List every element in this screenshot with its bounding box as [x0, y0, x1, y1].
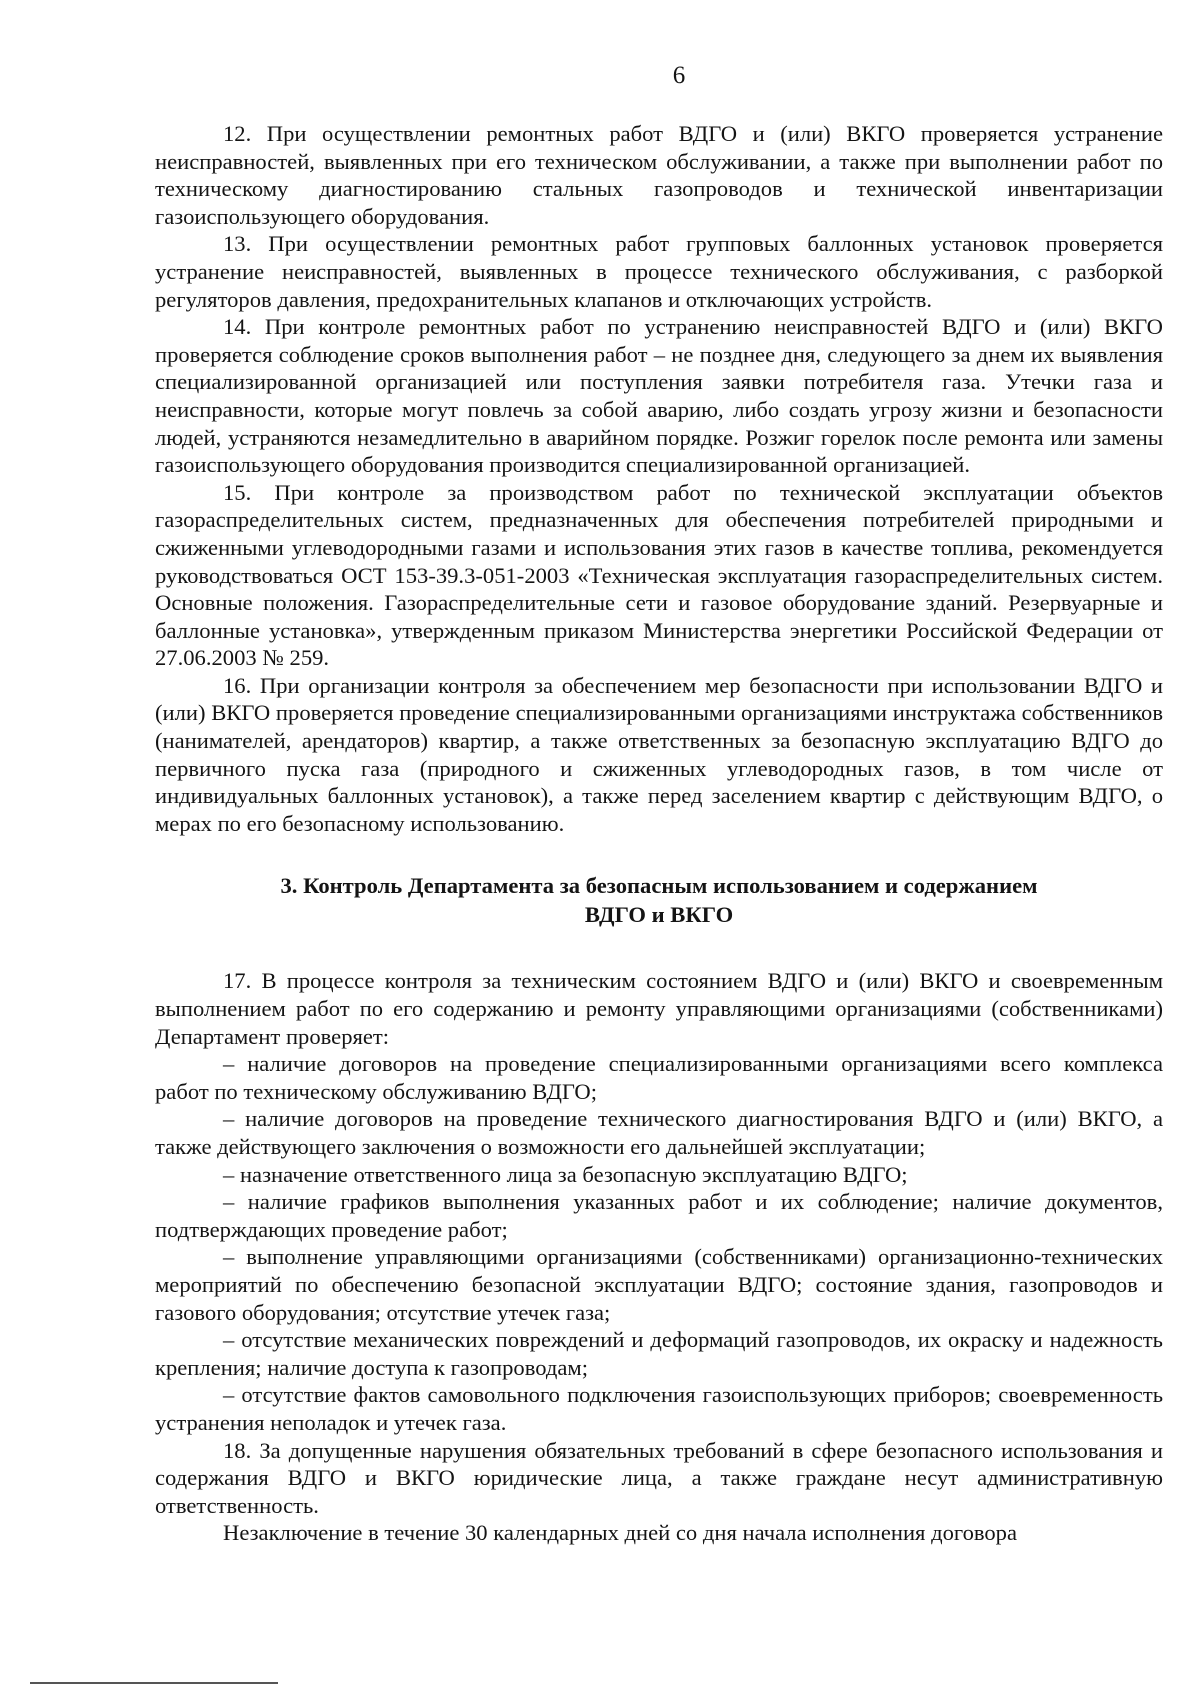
- paragraph-13: 13. При осуществлении ремонтных работ групповых баллонных установок проверяется устранение неисправностей, выявленных в процессе технического обслуживания, с разборкой регуляторов давления, предохранительных клапанов и отключающих устройств.: [155, 231, 1163, 312]
- list-item-contracts-diagnostics: – наличие договоров на проведение технического диагностирования ВДГО и (или) ВКГО, а также действующего заключения о возможности его дальнейшей эксплуатации;: [155, 1106, 1163, 1159]
- list-item-responsible-person: – назначение ответственного лица за безопасную эксплуатацию ВДГО;: [223, 1161, 908, 1187]
- list-item-no-damage: – отсутствие механических повреждений и деформаций газопроводов, их окраску и надежность крепления; наличие доступа к газопроводам;: [155, 1327, 1163, 1380]
- paragraph-17: 17. В процессе контроля за техническим состоянием ВДГО и (или) ВКГО и своевременным выполнением работ по его содержанию и ремонту управляющими организациями (собственниками) Департамент проверяет:: [155, 968, 1163, 1049]
- paragraph-15: 15. При контроле за производством работ по технической эксплуатации объектов газораспределительных систем, предназначенных для обеспечения потребителей природными и сжиженными углеводородными газами и использования этих газов в качестве топлива, рекомендуется руководствоваться ОСТ 153-39.3-051-2003 «Техническая эксплуатация газораспределительных систем. Основные положения. Газораспределительные сети и газовое оборудование зданий. Резервуарные и баллонные установка», утвержденным приказом Министерства энергетики Российской Федерации от 27.06.2003 № 259.: [155, 479, 1163, 671]
- paragraph-18: 18. За допущенные нарушения обязательных требований в сфере безопасного использования и содержания ВДГО и ВКГО юридические лица, а также граждане несут административную ответственность.: [155, 1437, 1163, 1518]
- section-title-line2: ВДГО и ВКГО: [584, 902, 734, 928]
- page-number: 6: [672, 62, 686, 89]
- section-title-line1: 3. Контроль Департамента за безопасным использованием и содержанием: [280, 873, 1038, 899]
- paragraph-non-conclusion: Незаключение в течение 30 календарных дней со дня начала исполнения договора: [223, 1520, 1018, 1546]
- section-title: [155, 871, 1163, 929]
- list-item-schedules: – наличие графиков выполнения указанных работ и их соблюдение; наличие документов, подтверждающих проведение работ;: [155, 1189, 1163, 1242]
- bottom-rule: [30, 1682, 278, 1684]
- paragraph-16: 16. При организации контроля за обеспечением мер безопасности при использовании ВДГО и (или) ВКГО проверяется проведение специализированными организациями инструктажа собственников (нанимателей, арендаторов) квартир, а также ответственных за безопасную эксплуатацию ВДГО до первичного пуска газа (природного и сжиженных углеводородных газов, в том числе от индивидуальных баллонных установок), а также перед заселением квартир с действующим ВДГО, о мерах по его безопасному использованию.: [155, 672, 1163, 836]
- document-page: [155, 62, 1163, 1547]
- paragraph-14: 14. При контроле ремонтных работ по устранению неисправностей ВДГО и (или) ВКГО проверяется соблюдение сроков выполнения работ – не позднее дня, следующего за днем их выявления специализированной организацией или поступления заявки потребителя газа. Утечки газа и неисправности, которые могут повлечь за собой аварию, либо создать угрозу жизни и безопасности людей, устраняются незамедлительно в аварийном порядке. Розжиг горелок после ремонта или замены газоиспользующего оборудования производится специализированной организацией.: [155, 314, 1163, 478]
- list-item-organizational-measures: – выполнение управляющими организациями (собственниками) организационно-технических мероприятий по обеспечению безопасной эксплуатации ВДГО; состояние здания, газопроводов и газового оборудования; отсутствие утечек газа;: [155, 1244, 1163, 1325]
- paragraph-12: 12. При осуществлении ремонтных работ ВДГО и (или) ВКГО проверяется устранение неисправностей, выявленных при его техническом обслуживании, а также при выполнении работ по техническому диагностированию стальных газопроводов и технической инвентаризации газоиспользующего оборудования.: [155, 121, 1163, 229]
- list-item-contracts-maintenance: – наличие договоров на проведение специализированными организациями всего комплекса работ по техническому обслуживанию ВДГО;: [155, 1051, 1163, 1104]
- list-item-no-unauthorized-connection: – отсутствие фактов самовольного подключения газоиспользующих приборов; своевременность устранения неполадок и утечек газа.: [155, 1382, 1163, 1435]
